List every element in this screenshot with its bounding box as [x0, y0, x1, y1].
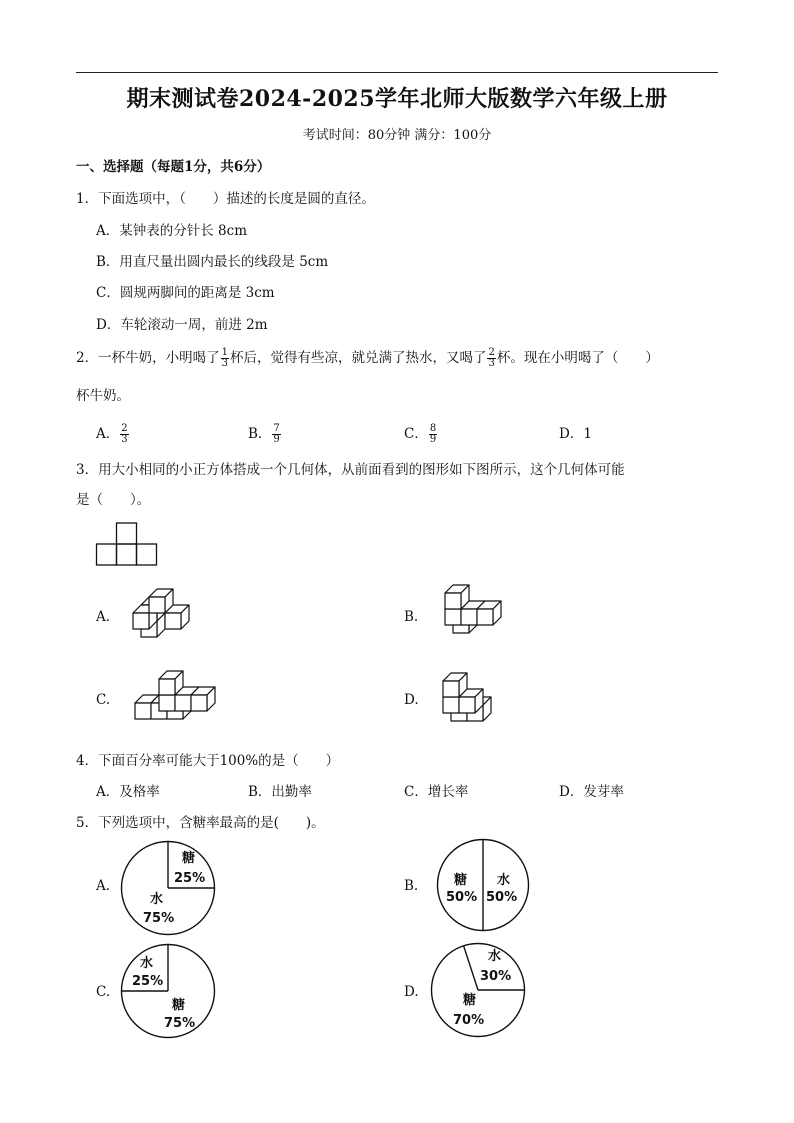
fraction: $\frac{1}{3}$ [221, 347, 228, 369]
svg-text:30%: 30% [480, 969, 512, 984]
question-2-stem-cont: 杯牛奶。 [76, 388, 130, 404]
q3-option-a-cubes[interactable] [124, 588, 194, 646]
svg-text:75%: 75% [143, 911, 175, 926]
svg-text:水: 水 [150, 892, 164, 907]
q3-option-b-cubes[interactable] [436, 584, 508, 642]
q2-option-b[interactable]: B． $\frac{7}{9}$ [248, 423, 280, 445]
q5-option-c-label[interactable]: C. [96, 984, 111, 1000]
q1-option-b[interactable]: B．用直尺量出圆内最长的线段是 5cm [96, 254, 329, 270]
q2-option-c[interactable]: C． $\frac{8}{9}$ [404, 423, 437, 445]
q4-option-d[interactable]: D．发芽率 [559, 784, 624, 800]
q4-option-b[interactable]: B．出勤率 [248, 784, 312, 800]
q3-option-b-label[interactable]: B. [404, 609, 419, 625]
exam-info: 考试时间：80分钟 满分：100分 [302, 128, 492, 143]
q5-option-c-pie[interactable] [120, 943, 216, 1039]
svg-text:50%: 50% [446, 890, 478, 905]
svg-text:水: 水 [488, 949, 502, 964]
q5-option-b-label[interactable]: B. [404, 878, 419, 894]
q1-option-d[interactable]: D．车轮滚动一周，前进 2m [96, 317, 268, 333]
svg-text:50%: 50% [486, 890, 518, 905]
cube [159, 671, 183, 695]
q3-option-d-label[interactable]: D. [404, 692, 419, 708]
cube [477, 601, 501, 625]
svg-text:25%: 25% [174, 871, 206, 886]
q1-option-a[interactable]: A．某钟表的分针长 8cm [96, 223, 247, 239]
q3-option-c-label[interactable]: C. [96, 692, 111, 708]
cube [445, 585, 469, 609]
header-rule [76, 72, 718, 73]
svg-text:水: 水 [497, 873, 511, 888]
svg-text:水: 水 [140, 956, 154, 971]
question-3-stem-cont: 是（ ）。 [76, 492, 151, 508]
question-4-stem: 4．下面百分率可能大于100%的是（ ） [76, 753, 340, 769]
q4-option-a[interactable]: A．及格率 [96, 784, 160, 800]
q5-option-a-pie[interactable] [120, 840, 216, 936]
question-2-stem: 2．一杯牛奶，小明喝了 $\frac{1}{3}$ 杯后，觉得有些凉，就兑满了热水，又喝了 $\frac{2}{3}$ 杯。现在小明喝了（ ） [76, 347, 659, 369]
front-view-figure [96, 522, 158, 566]
q3-option-c-cubes[interactable] [134, 670, 218, 728]
q2-option-a[interactable]: A． $\frac{2}{3}$ [96, 423, 128, 445]
cube [443, 673, 467, 697]
q2-option-d[interactable]: D．1 [559, 426, 592, 442]
cube [149, 589, 173, 613]
question-5-stem: 5．下列选项中，含糖率最高的是( )。 [76, 815, 325, 831]
q3-option-a-label[interactable]: A. [96, 609, 111, 625]
svg-text:糖: 糖 [463, 993, 477, 1008]
q5-option-b-pie[interactable] [436, 838, 530, 932]
question-3-stem: 3．用大小相同的小正方体搭成一个几何体，从前面看到的图形如下图所示，这个几何体可能 [76, 462, 625, 478]
q5-option-d-pie[interactable] [430, 942, 526, 1038]
svg-text:75%: 75% [164, 1016, 196, 1031]
q3-option-d-cubes[interactable] [434, 672, 504, 730]
q5-option-a-label[interactable]: A. [96, 878, 111, 894]
svg-text:糖: 糖 [182, 851, 196, 866]
q5-option-d-label[interactable]: D. [404, 984, 419, 1000]
q4-option-c[interactable]: C．增长率 [404, 784, 469, 800]
cube [191, 687, 215, 711]
svg-text:糖: 糖 [172, 998, 186, 1013]
fraction: $\frac{2}{3}$ [488, 347, 495, 369]
svg-text:25%: 25% [132, 974, 164, 989]
q1-option-c[interactable]: C．圆规两脚间的距离是 3cm [96, 285, 275, 301]
section-heading: 一、选择题（每题1分，共6分） [76, 159, 271, 175]
svg-text:70%: 70% [453, 1013, 485, 1028]
page-title: 期末测试卷2024-2025学年北师大版数学六年级上册 [126, 86, 668, 112]
svg-text:糖: 糖 [454, 873, 468, 888]
question-1-stem: 1．下面选项中，（ ）描述的长度是圆的直径。 [76, 191, 375, 207]
